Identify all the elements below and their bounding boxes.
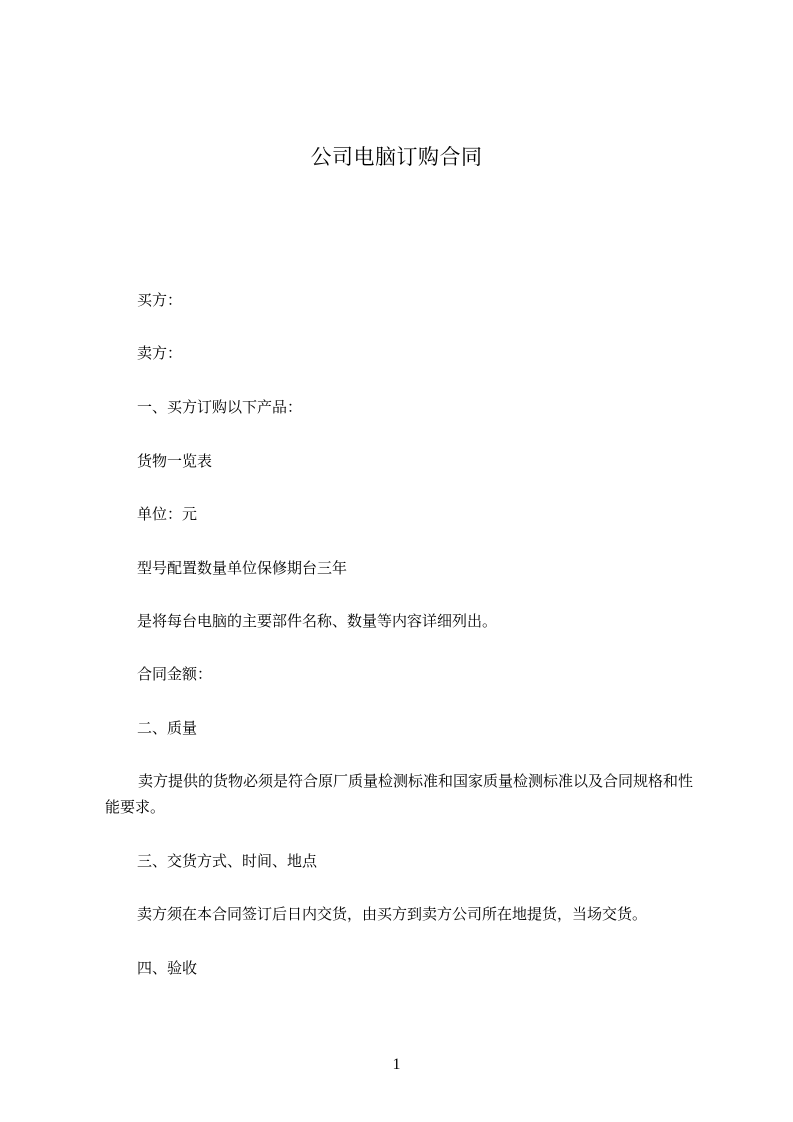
quality-paragraph: 卖方提供的货物必须是符合原厂质量检测标准和国家质量检测标准以及合同规格和性能要求。: [105, 772, 694, 816]
goods-list-heading: 货物一览表: [137, 452, 213, 470]
detail-note-line: 是将每台电脑的主要部件名称、数量等内容详细列出。: [137, 612, 498, 630]
section-3-heading: 三、交货方式、时间、地点: [137, 852, 318, 870]
columns-line: 型号配置数量单位保修期台三年: [137, 559, 348, 577]
section-4-heading: 四、验收: [137, 959, 198, 977]
document-title: 公司电脑订购合同: [310, 145, 483, 169]
delivery-paragraph: 卖方须在本合同签订后日内交货，由买方到卖方公司所在地提货，当场交货。: [137, 905, 648, 923]
seller-line: 卖方：: [137, 344, 183, 362]
buyer-line: 买方：: [137, 291, 183, 309]
page-number: 1: [392, 1056, 401, 1073]
section-2-heading: 二、质量: [137, 719, 198, 737]
contract-amount-line: 合同金额：: [137, 665, 213, 683]
unit-line: 单位：元: [137, 505, 198, 523]
section-1-heading: 一、买方订购以下产品：: [137, 398, 303, 416]
